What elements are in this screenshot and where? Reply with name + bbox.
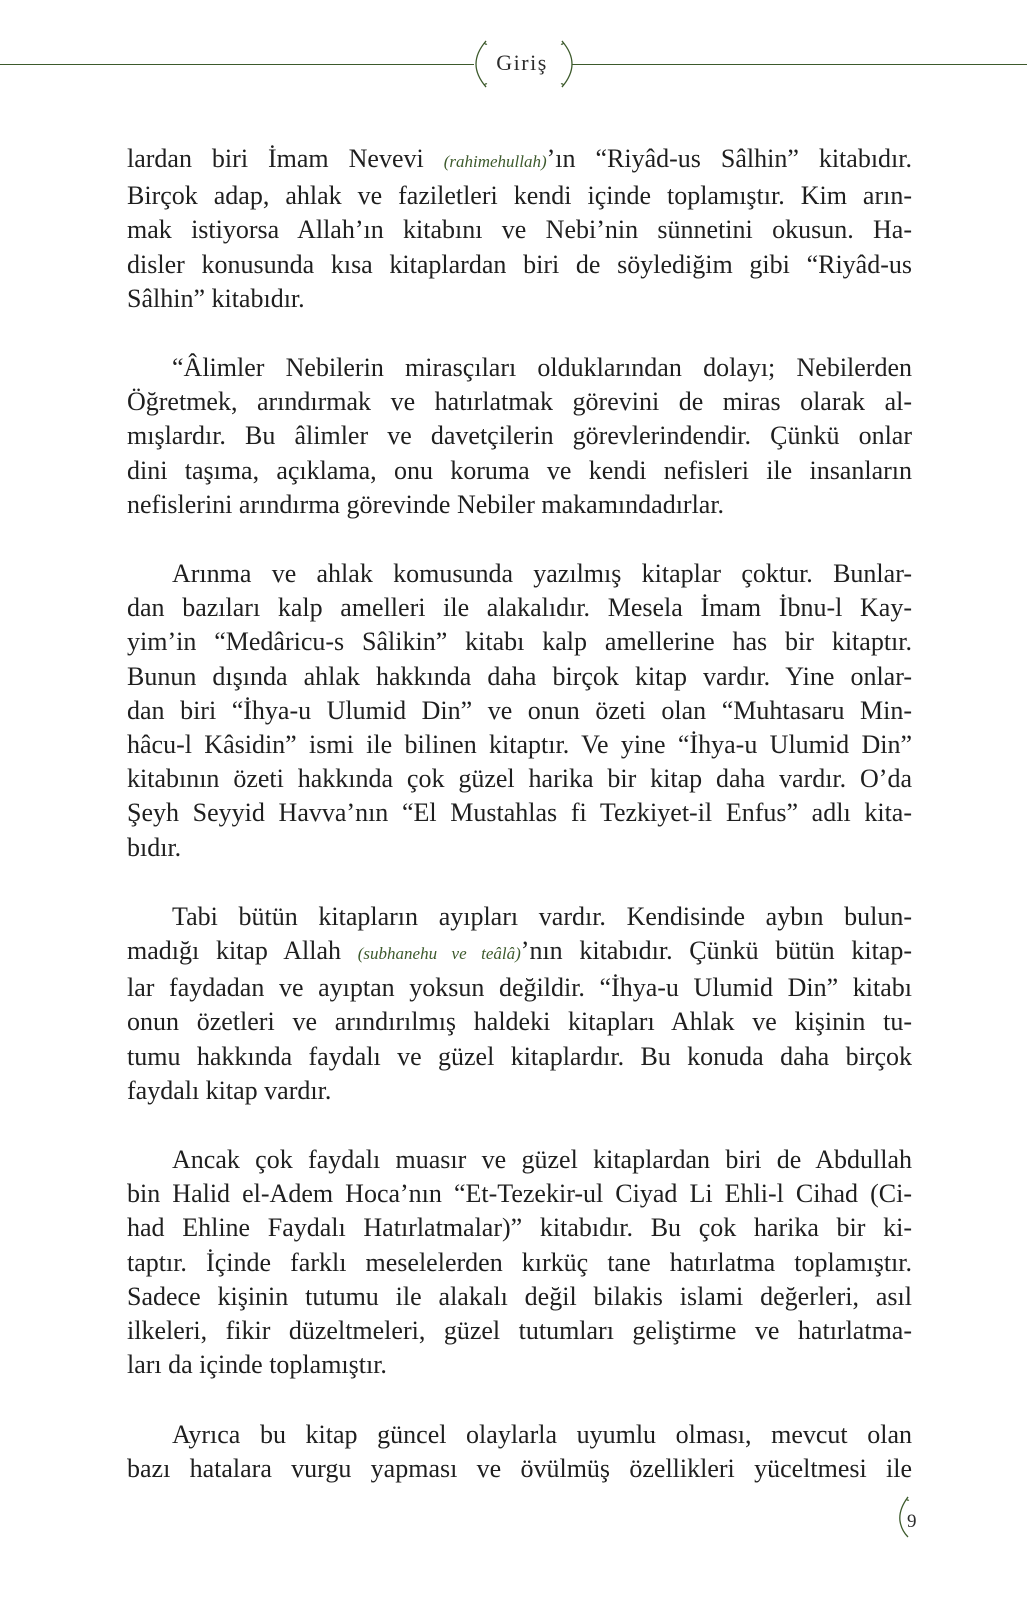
text-line [127, 419, 912, 453]
text-run: taptır. İçinde farklı meselelerden kırküç tane hatırlatma toplamıştır. [127, 1247, 912, 1277]
text-line [127, 1040, 912, 1074]
text-line [127, 557, 912, 591]
text-run: disler konusunda kısa kitaplardan biri de söylediğim gibi “Riyâd-us [127, 249, 912, 279]
paragraph [127, 142, 912, 316]
text-line [127, 660, 912, 694]
text-run: ilkeleri, fikir düzeltmeleri, güzel tutumları geliştirme ve hatırlatma- [127, 1316, 912, 1346]
text-run: Sâlhin” kitabıdır. [127, 283, 305, 313]
text-run: ’nın kitabıdır. Çünkü bütün kitap- [520, 936, 912, 966]
paragraph [127, 1418, 912, 1486]
page-number: 9 [907, 1511, 917, 1532]
running-header-title: Giriş [496, 50, 548, 75]
text-run: Birçok adap, ahlak ve faziletleri kendi içinde toplamıştır. Kim arın- [127, 181, 912, 211]
paragraph [127, 1143, 912, 1382]
text-line [127, 1211, 912, 1245]
text-run: dan biri “İhya-u Ulumid Din” ve onun özeti olan “Muhtasaru Min- [127, 695, 912, 725]
text-line [127, 1074, 912, 1108]
text-run: Ancak çok faydalı muasır ve güzel kitaplardan biri de Abdullah [172, 1145, 912, 1175]
text-line [127, 179, 912, 213]
text-line [127, 591, 912, 625]
text-line [127, 142, 912, 179]
text-run: “Âlimler Nebilerin mirasçıları olduklarından dolayı; Nebilerden [172, 353, 912, 383]
text-run: bıdır. [127, 832, 182, 862]
text-line [127, 762, 912, 796]
text-run: onun özetleri ve arındırılmış haldeki kitapları Ahlak ve kişinin tu- [127, 1007, 912, 1037]
text-run: faydalı kitap vardır. [127, 1075, 332, 1105]
text-run: nefislerini arındırma görevinde Nebiler makamındadırlar. [127, 489, 725, 519]
text-run: mak istiyorsa Allah’ın kitabını ve Nebi’nin sünnetini okusun. Ha- [127, 215, 912, 245]
text-run: madığı kitap Allah [127, 936, 358, 966]
text-run: Bunun dışında ahlak hakkında daha birçok kitap vardır. Yine onlar- [127, 661, 912, 691]
text-run: dan bazıları kalp amelleri ile alakalıdır. Mesela İmam İbnu-l Kay- [127, 593, 912, 623]
text-run: Tabi bütün kitapların ayıpları vardır. Kendisinde aybın bulun- [172, 901, 912, 931]
text-line [127, 1452, 912, 1486]
text-line [127, 1246, 912, 1280]
text-run: mışlardır. Bu âlimler ve davetçilerin görevlerindendir. Çünkü onlar [127, 421, 912, 451]
text-run: Sadece kişinin tutumu ile alakalı değil bilakis islami değerleri, asıl [127, 1281, 912, 1311]
text-line [127, 1143, 912, 1177]
text-line [127, 1348, 912, 1382]
text-line [127, 282, 912, 316]
text-line [127, 934, 912, 971]
honorific-phrase: (subhanehu ve teâlâ) [357, 944, 521, 964]
paragraph [127, 900, 912, 1108]
paragraph [127, 351, 912, 522]
text-line [127, 1280, 912, 1314]
text-line [127, 454, 912, 488]
text-line [127, 385, 912, 419]
text-run: tumu hakkında faydalı ve güzel kitaplardır. Bu konuda daha birçok [127, 1041, 912, 1071]
text-line [127, 831, 912, 865]
text-line [127, 728, 912, 762]
text-run: dini taşıma, açıklama, onu koruma ve kendi nefisleri ile insanların [127, 455, 912, 485]
text-run: Öğretmek, arındırmak ve hatırlatmak görevini de miras olarak al- [127, 387, 912, 417]
text-line [127, 1418, 912, 1452]
text-line [127, 213, 912, 247]
text-run: Ayrıca bu kitap güncel olaylarla uyumlu olması, mevcut olan [172, 1419, 912, 1449]
text-line [127, 694, 912, 728]
text-run: ları da içinde toplamıştır. [127, 1350, 387, 1380]
text-line [127, 248, 912, 282]
paragraph [127, 557, 912, 865]
header-rule-left [0, 64, 474, 65]
header-rule-right [572, 64, 1027, 65]
text-line [127, 1314, 912, 1348]
text-run: Arınma ve ahlak komusunda yazılmış kitaplar çoktur. Bunlar- [172, 559, 912, 589]
text-line [127, 625, 912, 659]
text-line [127, 1005, 912, 1039]
text-line [127, 796, 912, 830]
text-run: hâcu-l Kâsidin” ismi ile bilinen kitaptır. Ve yine “İhya-u Ulumid Din” [127, 730, 912, 760]
text-run: Şeyh Seyyid Havva’nın “El Mustahlas fi Tezkiyet-il Enfus” adlı kita- [127, 798, 912, 828]
text-run: bazı hatalara vurgu yapması ve övülmüş özellikleri yüceltmesi ile [127, 1453, 912, 1483]
text-run: bin Halid el-Adem Hoca’nın “Et-Tezekir-ul Ciyad Li Ehli-l Cihad (Ci- [127, 1179, 912, 1209]
text-run: kitabının özeti hakkında çok güzel harika bir kitap daha vardır. O’da [127, 764, 912, 794]
text-run: lar faydadan ve ayıptan yoksun değildir. “İhya-u Ulumid Din” kitabı [127, 973, 912, 1003]
text-line [127, 900, 912, 934]
text-run: ’ın “Riyâd-us Sâlhin” kitabıdır. [546, 144, 912, 173]
text-line [127, 351, 912, 385]
text-line [127, 488, 912, 522]
page-body-text [127, 142, 912, 1521]
text-line [127, 1177, 912, 1211]
text-run: yim’in “Medâricu-s Sâlikin” kitabı kalp amellerine has bir kitaptır. [127, 627, 912, 657]
text-run: had Ehline Faydalı Hatırlatmalar)” kitabıdır. Bu çok harika bir ki- [127, 1213, 912, 1243]
honorific-phrase: (rahimehullah) [443, 152, 547, 171]
text-run: lardan biri İmam Nevevi [127, 144, 444, 173]
text-line [127, 971, 912, 1005]
